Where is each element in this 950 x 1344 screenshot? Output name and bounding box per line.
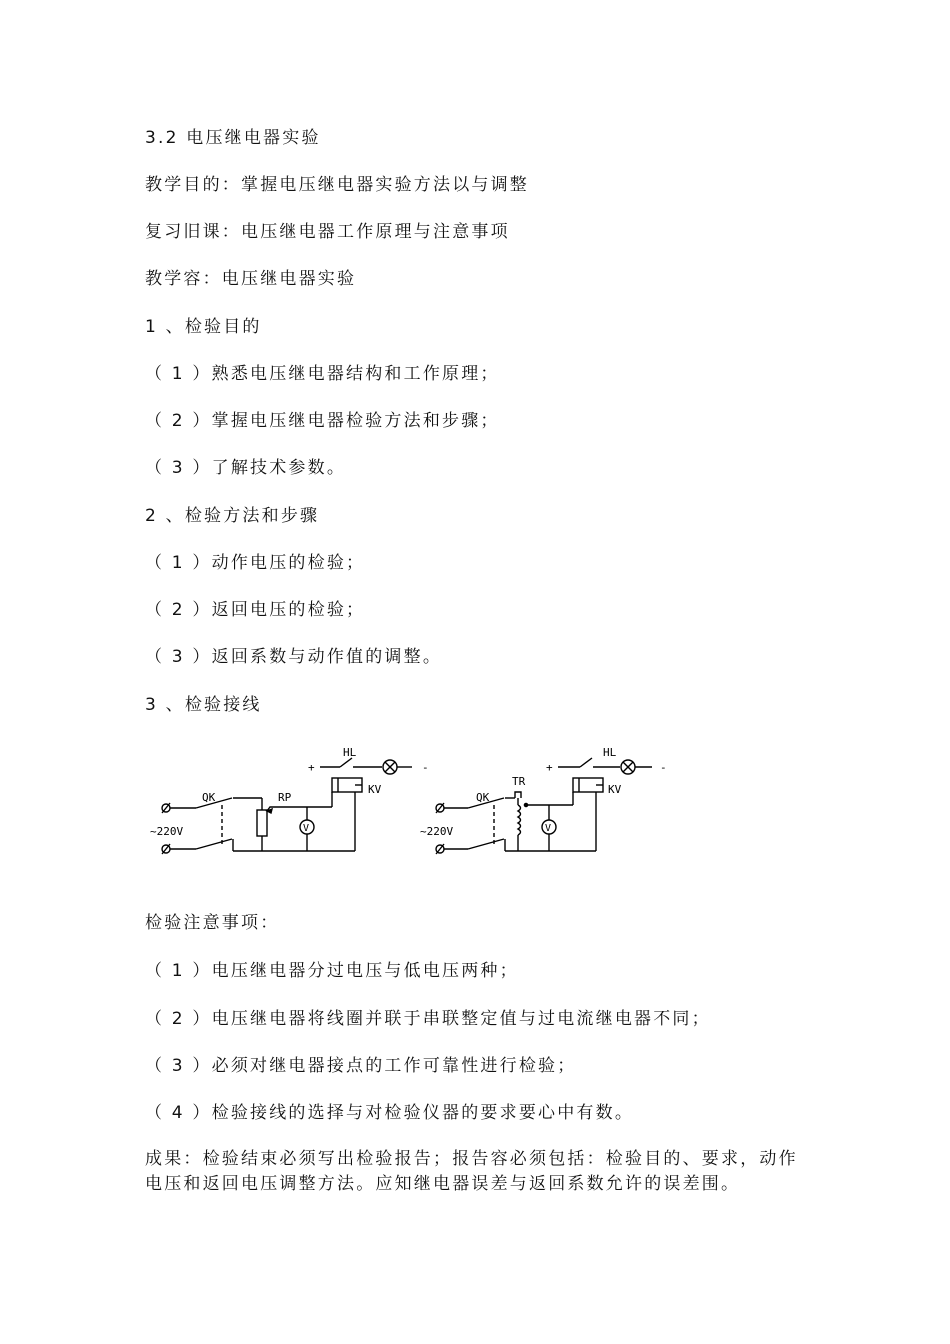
wiring-diagram bbox=[150, 745, 680, 875]
right-circuit bbox=[420, 746, 667, 854]
left-hl-label: HL bbox=[343, 746, 357, 759]
s1-item: （ 2 ）掌握电压继电器检验方法和步骤； bbox=[145, 411, 500, 431]
right-v-label: V bbox=[545, 823, 552, 834]
left-kv-label: KV bbox=[368, 783, 382, 796]
s3-heading: 3 、检验接线 bbox=[145, 695, 262, 715]
s2-heading: 2 、检验方法和步骤 bbox=[145, 506, 320, 526]
right-minus-label: - bbox=[660, 761, 667, 774]
s2-item: （ 2 ）返回电压的检验； bbox=[145, 600, 366, 620]
section-title: 3.2 电压继电器实验 bbox=[145, 128, 321, 148]
s1-heading: 1 、检验目的 bbox=[145, 317, 262, 337]
right-qk-label: QK bbox=[476, 791, 490, 804]
s1-item: （ 1 ）熟悉电压继电器结构和工作原理； bbox=[145, 364, 500, 384]
right-kv-label: KV bbox=[608, 783, 622, 796]
left-rheostat-rp-icon bbox=[257, 810, 267, 836]
s1-item: （ 3 ）了解技术参数。 bbox=[145, 458, 347, 478]
notes-heading: 检验注意事项： bbox=[145, 913, 280, 933]
content-line: 教学容：电压继电器实验 bbox=[145, 269, 357, 289]
right-supply-label: ~220V bbox=[420, 825, 454, 838]
result-paragraph: 成果：检验结束必须写出检验报告；报告容必须包括：检验目的、要求，动作电压和返回电压调整方法。应知继电器误差与返回系数允许的误差围。 bbox=[145, 1149, 798, 1194]
left-minus-label: - bbox=[422, 761, 429, 774]
notes-item: （ 3 ）必须对继电器接点的工作可靠性进行检验； bbox=[145, 1056, 577, 1076]
notes-item: （ 4 ）检验接线的选择与对检验仪器的要求要心中有数。 bbox=[145, 1103, 635, 1123]
left-supply-label: ~220V bbox=[150, 825, 184, 838]
teaching-objective: 教学目的：掌握电压继电器实验方法以与调整 bbox=[145, 175, 529, 195]
left-plus-label: + bbox=[308, 761, 315, 774]
notes-item: （ 2 ）电压继电器将线圈并联于串联整定值与过电流继电器不同； bbox=[145, 1009, 711, 1029]
left-v-label: V bbox=[303, 823, 310, 834]
notes-item: （ 1 ）电压继电器分过电压与低电压两种； bbox=[145, 961, 519, 981]
right-autotransformer-icon bbox=[518, 805, 521, 835]
left-circuit bbox=[150, 746, 429, 854]
right-plus-label: + bbox=[546, 761, 553, 774]
review-line: 复习旧课：电压继电器工作原理与注意事项 bbox=[145, 222, 510, 242]
right-tr-label: TR bbox=[512, 775, 526, 788]
s2-item: （ 3 ）返回系数与动作值的调整。 bbox=[145, 647, 443, 667]
left-qk-label: QK bbox=[202, 791, 216, 804]
left-rp-label: RP bbox=[278, 791, 292, 804]
s2-item: （ 1 ）动作电压的检验； bbox=[145, 553, 366, 573]
right-hl-label: HL bbox=[603, 746, 617, 759]
